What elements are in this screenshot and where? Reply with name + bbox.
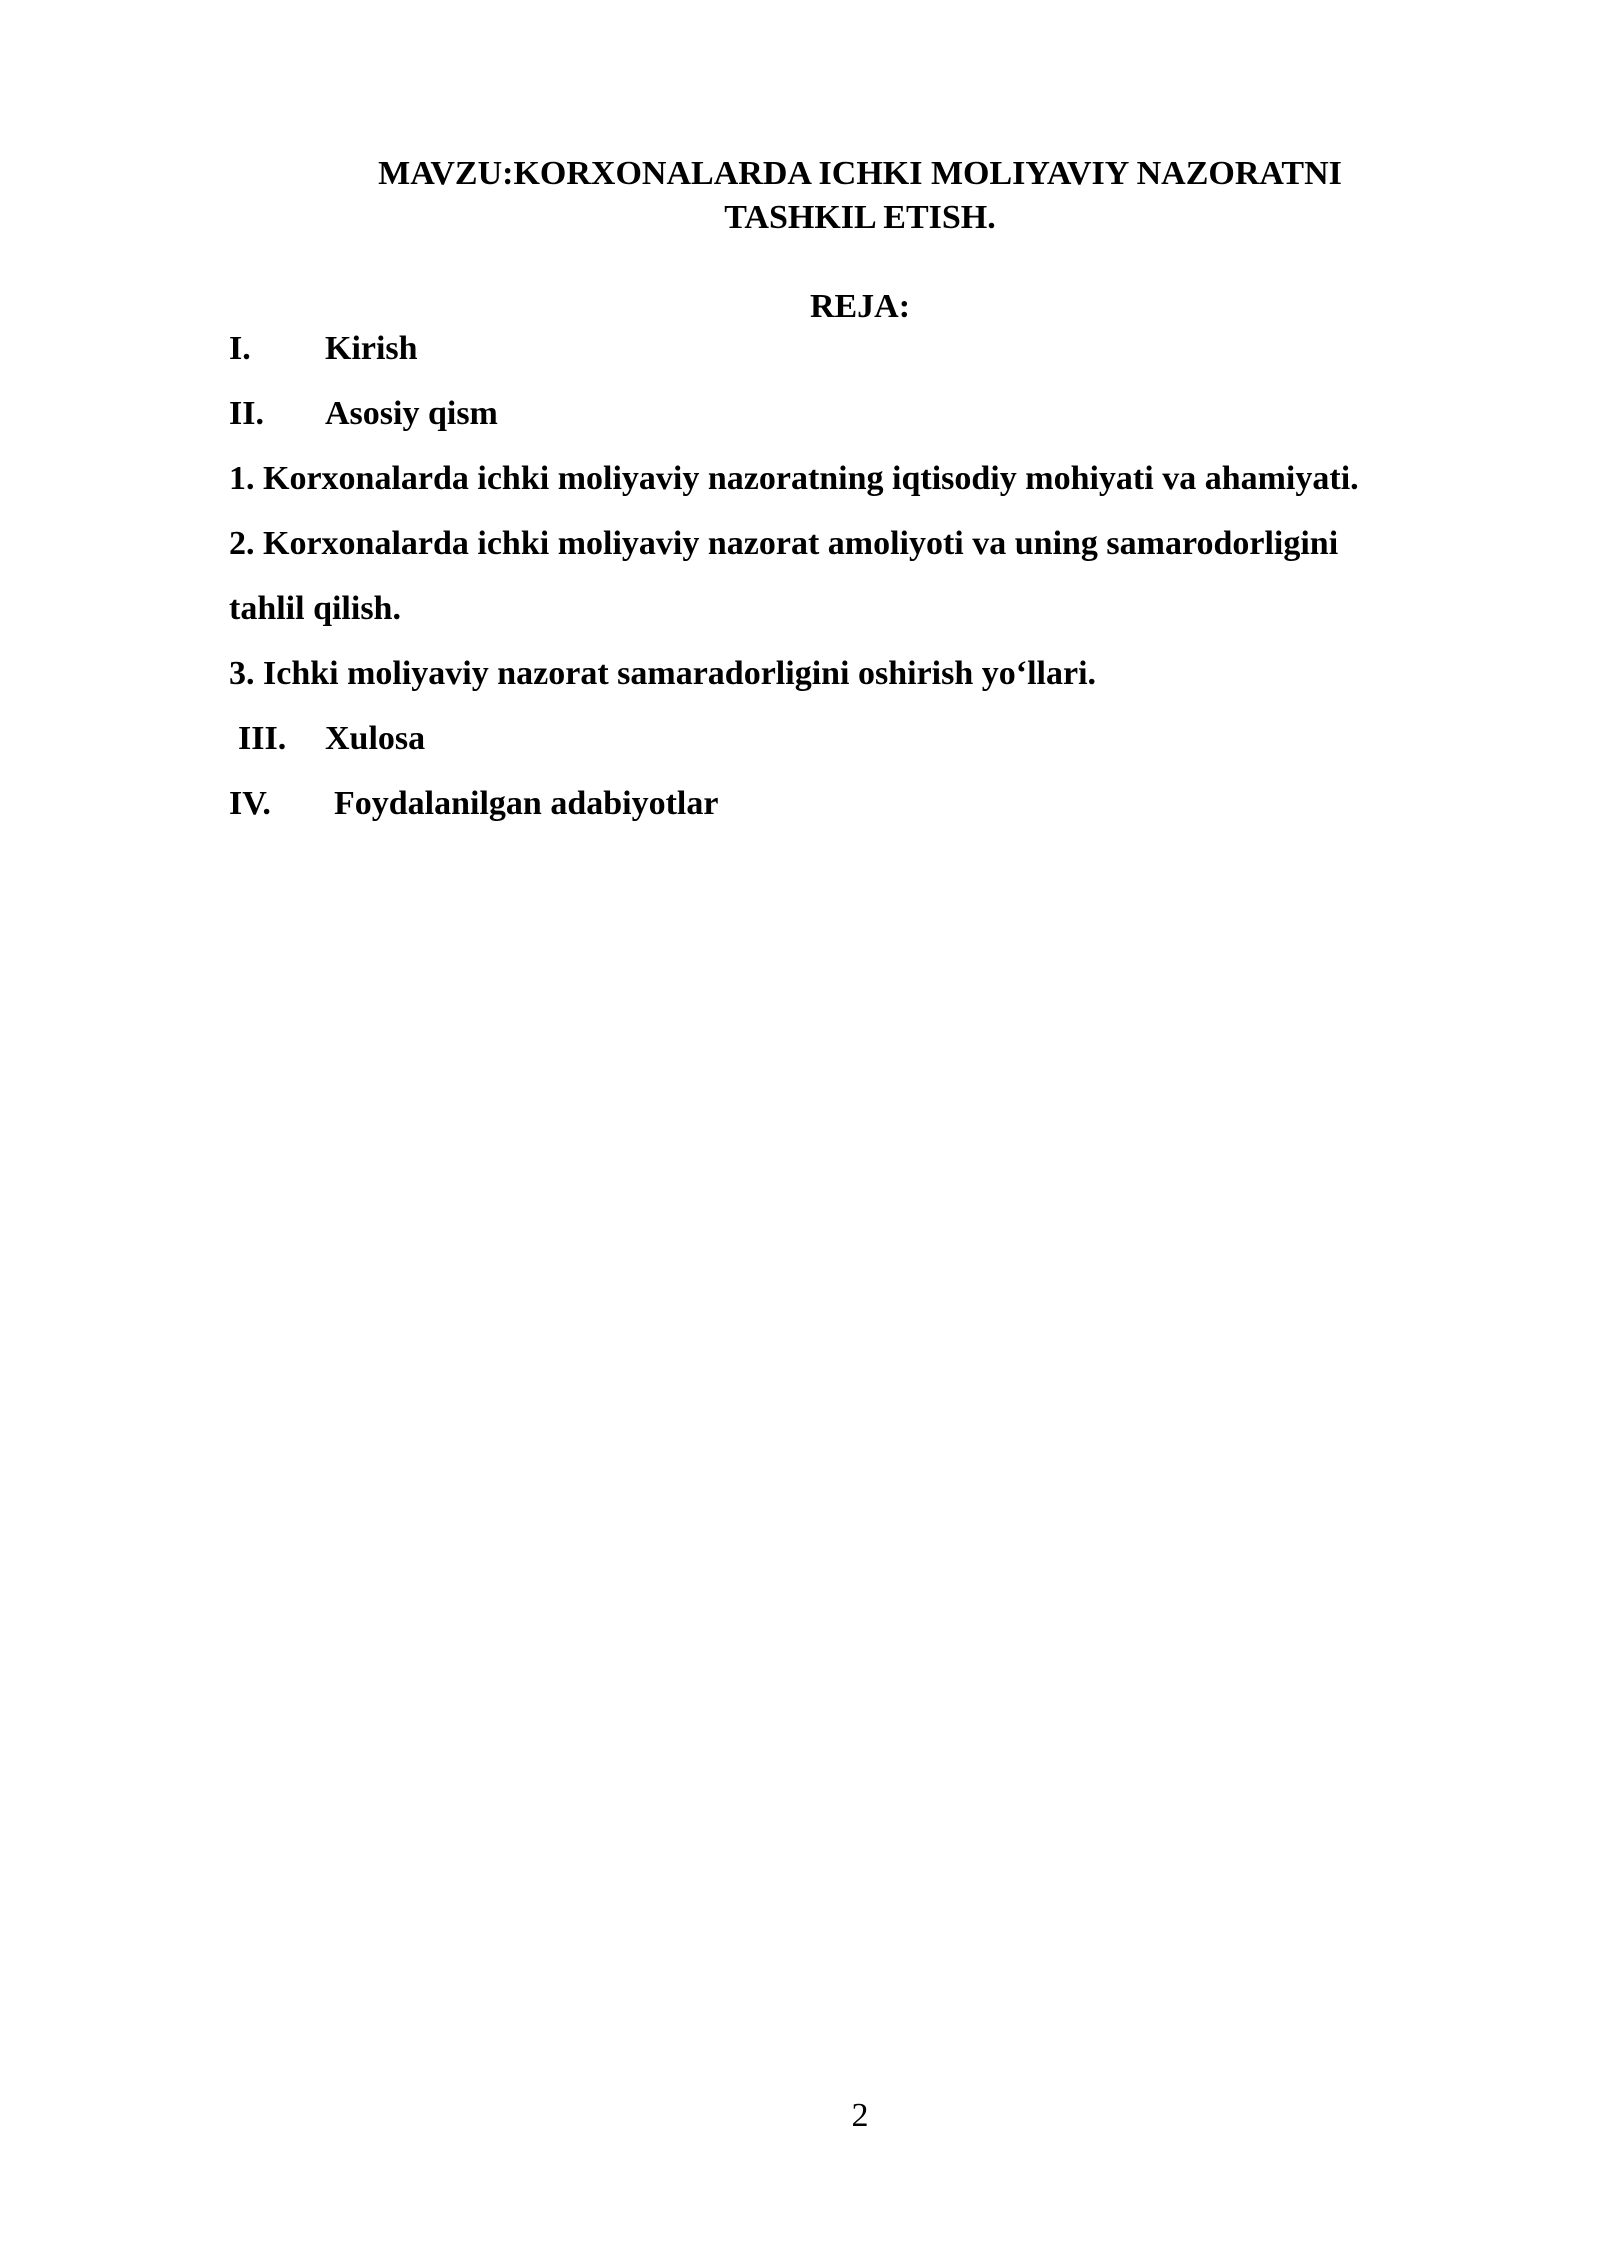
plan-item-label: Xulosa xyxy=(325,720,426,757)
document-title xyxy=(0,152,1600,240)
plan-heading: REJA: xyxy=(809,288,911,325)
plan-item-number: IV. xyxy=(229,785,271,822)
plan-subitem-2-line-2: tahlil qilish. xyxy=(229,590,401,627)
title-line-2: TASHKIL ETISH. xyxy=(724,199,996,236)
title-line-1: MAVZU:KORXONALARDA ICHKI MOLIYAVIY NAZORATNI xyxy=(378,155,1342,192)
plan-item-number: II. xyxy=(229,395,264,432)
plan-subitem-3: 3. Ichki moliyaviy nazorat samaradorligini oshirish yo‘llari. xyxy=(229,655,1097,692)
plan-subitem-2-line-1: 2. Korxonalarda ichki moliyaviy nazorat amoliyoti va uning samarodorligini xyxy=(229,525,1339,562)
plan-item-label: Foydalanilgan adabiyotlar xyxy=(334,785,719,822)
plan-item-label: Kirish xyxy=(325,330,418,367)
page-number: 2 xyxy=(851,2097,869,2134)
plan-subitem-1: 1. Korxonalarda ichki moliyaviy nazoratning iqtisodiy mohiyati va ahamiyati. xyxy=(229,460,1359,497)
plan-item-number: III. xyxy=(238,720,287,757)
plan-item-number: I. xyxy=(229,330,251,367)
plan-item-label: Asosiy qism xyxy=(325,395,498,432)
